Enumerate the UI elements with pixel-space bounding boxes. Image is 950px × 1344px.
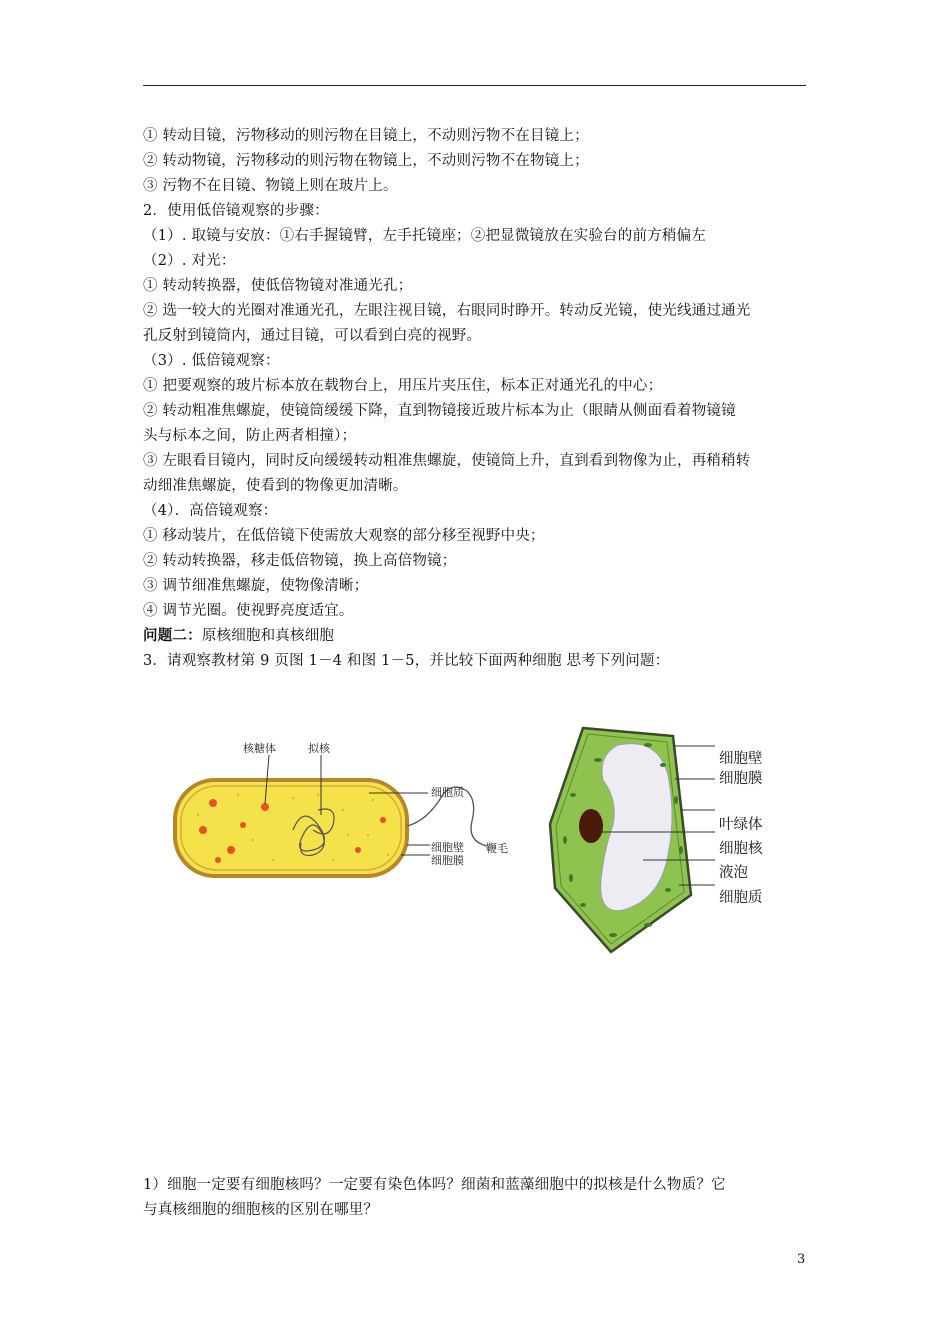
cell-diagrams-svg bbox=[143, 700, 806, 970]
text-line: ④ 调节光圈。使视野亮度适宜。 bbox=[143, 603, 354, 619]
plant-cell bbox=[550, 728, 715, 952]
nucleus-shape bbox=[579, 809, 603, 843]
text-line: ① 把要观察的玻片标本放在载物台上，用压片夹压住，标本正对通光孔的中心； bbox=[143, 378, 663, 394]
question-1-line-1: 1）细胞一定要有细胞核吗？一定要有染色体吗？细菌和蓝藻细胞中的拟核是什么物质？它 bbox=[143, 1177, 726, 1193]
bact-label-membrane: 细胞膜 bbox=[431, 854, 464, 867]
plant-label-chloroplast: 叶绿体 bbox=[719, 817, 763, 833]
text-line: （2）. 对光： bbox=[143, 253, 236, 269]
section-heading bbox=[143, 626, 334, 646]
text-line: ③ 调节细准焦螺旋，使物像清晰； bbox=[143, 578, 369, 594]
page-number: 3 bbox=[797, 1252, 806, 1267]
text-line: 动细准焦螺旋，使看到的物像更加清晰。 bbox=[143, 478, 408, 494]
text-line: ② 转动转换器，移走低倍物镜，换上高倍物镜； bbox=[143, 553, 457, 569]
heading-bold: 问题二： bbox=[143, 627, 202, 644]
plant-label-cytoplasm: 细胞质 bbox=[719, 890, 763, 906]
bacterium-cell bbox=[175, 741, 508, 876]
plant-label-membrane: 细胞膜 bbox=[719, 771, 763, 787]
bact-label-ribosome: 核糖体 bbox=[243, 742, 276, 755]
bact-label-nucleoid: 拟核 bbox=[308, 742, 330, 755]
bact-label-flagellum: 鞭毛 bbox=[486, 842, 508, 855]
text-line: （1）. 取镜与安放：①右手握镜臂，左手托镜座；②把显微镜放在实验台的前方稍偏左 bbox=[143, 228, 706, 244]
plant-label-nucleus: 细胞核 bbox=[719, 841, 763, 857]
text-line: ① 转动转换器，使低倍物镜对准通光孔； bbox=[143, 278, 413, 294]
text-line: ② 选一较大的光圈对准通光孔，左眼注视目镜，右眼同时睁开。转动反光镜，使光线通过通光 bbox=[143, 303, 751, 319]
text-line: 2．使用低倍镜观察的步骤： bbox=[143, 203, 329, 219]
text-line: 孔反射到镜筒内，通过目镜，可以看到白亮的视野。 bbox=[143, 328, 482, 344]
question-1-line-2: 与真核细胞的细胞核的区别在哪里？ bbox=[143, 1202, 379, 1218]
text-line: （4）．高倍镜观察： bbox=[143, 503, 278, 519]
bacterium-body bbox=[175, 780, 407, 876]
text-line: （3）. 低倍镜观察： bbox=[143, 353, 280, 369]
text-line: ③ 左眼看目镜内，同时反向缓缓转动粗准焦螺旋，使镜筒上升，直到看到物像为止，再稍稍转 bbox=[143, 453, 751, 469]
heading-rest: 原核细胞和真核细胞 bbox=[201, 628, 335, 644]
question-3: 3．请观察教材第 9 页图 1－4 和图 1－5，并比较下面两种细胞 思考下列问题： bbox=[143, 653, 670, 669]
text-line: ③ 污物不在目镜、物镜上则在玻片上。 bbox=[143, 178, 398, 194]
text-line: ② 转动物镜，污物移动的则污物在物镜上，不动则污物不在物镜上； bbox=[143, 153, 589, 169]
text-line: ② 转动粗准焦螺旋，使镜筒缓缓下降，直到物镜接近玻片标本为止（眼睛从侧面看着物镜镜 bbox=[143, 403, 736, 419]
text-line: ① 移动装片，在低倍镜下使需放大观察的部分移至视野中央； bbox=[143, 528, 545, 544]
plant-label-wall: 细胞壁 bbox=[719, 751, 763, 767]
text-line: 头与标本之间，防止两者相撞）； bbox=[143, 428, 357, 444]
cell-figure bbox=[143, 700, 806, 970]
bact-label-wall: 细胞壁 bbox=[431, 841, 464, 854]
bact-label-cytoplasm: 细胞质 bbox=[431, 786, 464, 799]
header-rule bbox=[143, 85, 806, 86]
plant-label-vacuole: 液泡 bbox=[719, 865, 748, 881]
text-line: ① 转动目镜，污物移动的则污物在目镜上，不动则污物不在目镜上； bbox=[143, 128, 589, 144]
